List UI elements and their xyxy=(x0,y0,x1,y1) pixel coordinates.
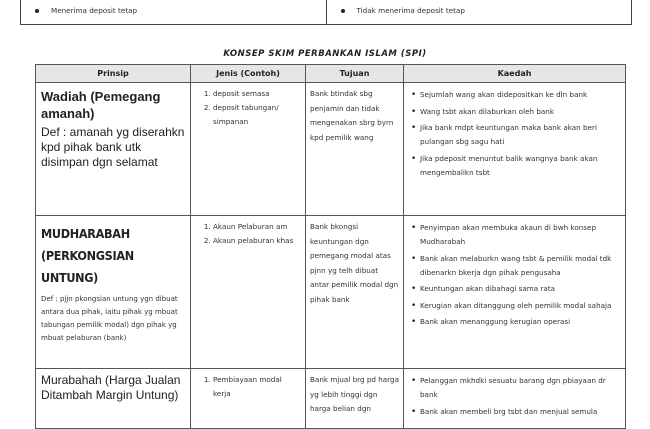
list-item: • Jika bank mdpt keuntungan maka bank akan beri pulangan sbg sagu hati xyxy=(420,121,621,149)
previous-table-strip xyxy=(20,0,632,25)
list-item: 1. Pembiayaan modal kerja xyxy=(213,373,301,401)
top-cell-left-text: Menerima deposit tetap xyxy=(51,5,138,15)
header-prinsip: Prinsip xyxy=(36,65,191,83)
prinsip-cell xyxy=(36,83,191,216)
kaedah-cell xyxy=(404,369,626,429)
prinsip-title: Murabahah (Harga Jualan Ditambah Margin Untung) xyxy=(41,373,181,402)
prinsip-title: Wadiah (Pemegang amanah) xyxy=(41,89,161,121)
prinsip-cell xyxy=(36,216,191,369)
tujuan-text: Bank mjual brg pd harga yg lebih tinggi dgn harga belian dgn xyxy=(310,375,399,413)
list-item: • Penyimpan akan membuka akaun di bwh konsep Mudharabah xyxy=(420,221,621,249)
list-item: • Pelanggan mkhdki sesuatu barang dgn pbiayaan dr bank xyxy=(420,374,621,402)
tujuan-cell xyxy=(306,83,404,216)
header-tujuan: Tujuan xyxy=(306,65,404,83)
bullet-icon xyxy=(35,9,39,13)
list-item: • Bank akan melaburkn wang tsbt & pemilik modal tdk dibenarkn bkerja dgn pihak pengusaha xyxy=(420,252,621,280)
kaedah-cell xyxy=(404,216,626,369)
list-item: • Wang tsbt akan dilaburkan oleh bank xyxy=(420,105,621,119)
prinsip-title: MUDHARABAH (PERKONGSIAN UNTUNG) xyxy=(41,226,134,285)
list-item: 2. Akaun pelaburan khas xyxy=(213,234,301,248)
spi-table xyxy=(35,64,626,429)
table-header-row xyxy=(36,65,626,83)
top-cell-right xyxy=(326,0,632,24)
prinsip-cell xyxy=(36,369,191,429)
page-title: KONSEP SKIM PERBANKAN ISLAM (SPI) xyxy=(223,49,427,59)
list-item: 1. deposit semasa xyxy=(213,87,301,101)
table-row xyxy=(36,369,626,429)
tujuan-text: Bank bkongsi keuntungan dgn pemegang modal atas pjnn yg telh dibuat antar pemilik modal dgn pihak bank xyxy=(310,222,399,304)
list-item: • Jika pdeposit menuntut balik wangnya bank akan mengembalikn tsbt xyxy=(420,152,621,180)
list-item: 1. Akaun Pelaburan am xyxy=(213,220,301,234)
kaedah-cell xyxy=(404,83,626,216)
jenis-cell xyxy=(191,369,306,429)
top-cell-left xyxy=(21,0,326,24)
bullet-icon xyxy=(341,9,345,13)
table-row xyxy=(36,216,626,369)
table-row xyxy=(36,83,626,216)
list-item: • Keuntungan akan dibahagi sama rata xyxy=(420,282,621,296)
tujuan-cell xyxy=(306,369,404,429)
jenis-cell xyxy=(191,83,306,216)
header-kaedah: Kaedah xyxy=(404,65,626,83)
prinsip-definition: Def : pjjn pkongsian untung ygn dibuat antara dua pihak, iaitu pihak yg mbuat tabungan pemilik modal) dgn pihak yg mbuat pelaburan (bank) xyxy=(41,295,178,342)
list-item: 2. deposit tabungan/ simpanan xyxy=(213,101,301,129)
prinsip-definition: Def : amanah yg diserahkn kpd pihak bank utk disimpan dgn selamat xyxy=(41,125,185,169)
tujuan-cell xyxy=(306,216,404,369)
top-cell-right-text: Tidak menerima deposit tetap xyxy=(356,5,465,15)
list-item: • Bank akan membeli brg tsbt dan menjual semula xyxy=(420,405,621,419)
list-item: • Bank akan menanggung kerugian operasi xyxy=(420,315,621,329)
jenis-cell xyxy=(191,216,306,369)
list-item: • Kerugian akan ditanggung oleh pemilik modal sahaja xyxy=(420,299,621,313)
list-item: • Sejumlah wang akan didepositkan ke dln bank xyxy=(420,88,621,102)
header-jenis: Jenis (Contoh) xyxy=(191,65,306,83)
tujuan-text: Bank btindak sbg penjamin dan tidak mengenakan sbrg byrn kpd pemilik wang xyxy=(310,89,394,142)
